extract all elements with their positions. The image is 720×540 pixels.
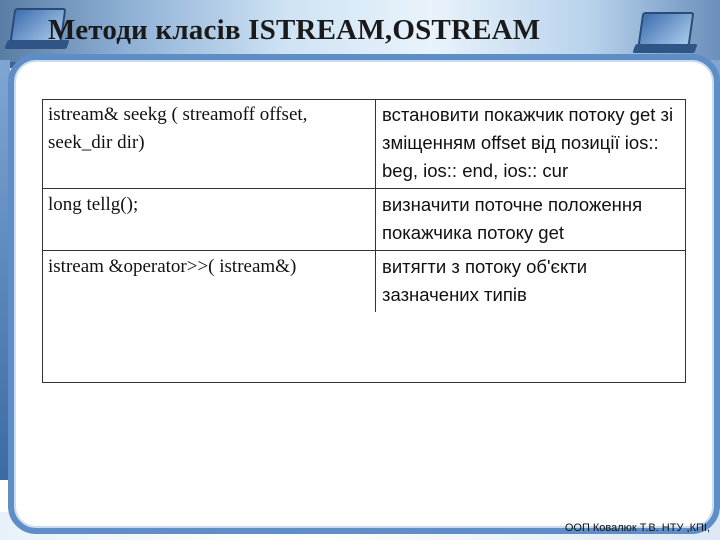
table-row — [42, 99, 686, 189]
computer-icon — [630, 8, 704, 58]
method-cell: istream &operator>>( istream&) — [42, 251, 376, 313]
footer-text: ООП Ковалюк Т.В. НТУ ,КПІ, — [564, 522, 710, 534]
table-row — [42, 251, 686, 313]
description-cell: витягти з потоку об'єкти зазначених типів — [382, 256, 588, 305]
description-cell: визначити поточне положення покажчика потоку get — [376, 189, 687, 251]
method-cell: long tellg(); — [42, 189, 376, 251]
table-row — [42, 189, 686, 251]
method-cell: istream& seekg ( streamoff offset, seek_dir dir) — [42, 99, 376, 189]
slide-title: Методи класів ISTREAM,OSTREAM — [48, 14, 541, 46]
methods-table — [42, 99, 686, 312]
description-cell: встановити покажчик потоку get зі зміщенням offset від позиції ios:: beg, ios:: end, ios:: cur — [376, 99, 687, 189]
